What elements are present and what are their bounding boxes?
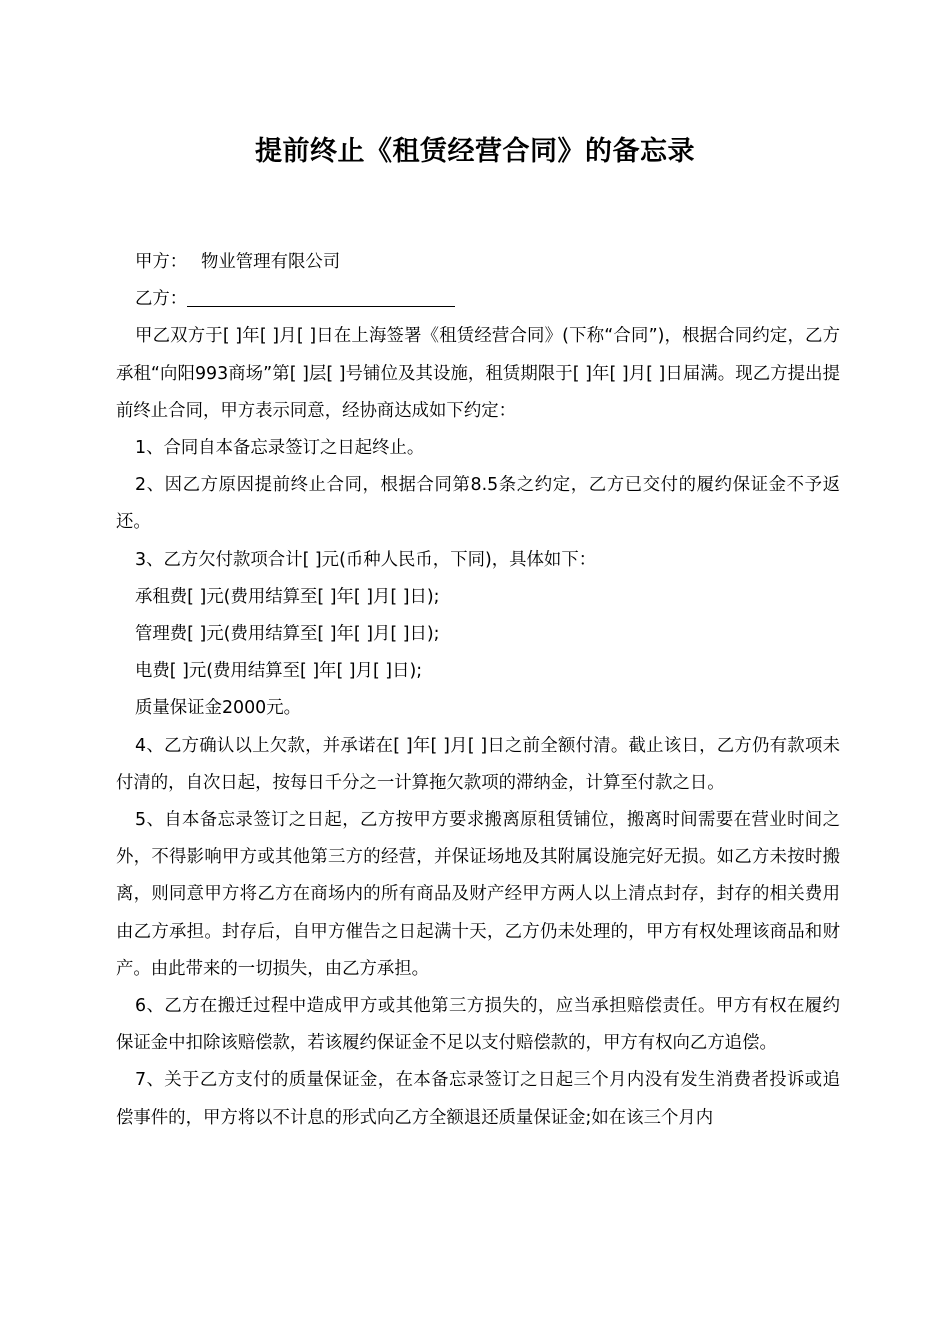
clause-6: 6、乙方在搬迁过程中造成甲方或其他第三方损失的，应当承担赔偿责任。甲方有权在履约保证金中扣除该赔偿款，若该履约保证金不足以支付赔偿款的，甲方有权向乙方追偿。 <box>116 996 840 1054</box>
clause-3-item-management-fee: 管理费[ ]元(费用结算至[ ]年[ ]月[ ]日); <box>135 624 440 645</box>
party-b-row <box>116 281 840 318</box>
clause-3-item-quality-deposit: 质量保证金2000元。 <box>135 698 301 719</box>
clause-7: 7、关于乙方支付的质量保证金，在本备忘录签订之日起三个月内没有发生消费者投诉或追偿事件的，甲方将以不计息的形式向乙方全额退还质量保证金;如在该三个月内 <box>116 1070 840 1128</box>
clause-5: 5、自本备忘录签订之日起，乙方按甲方要求搬离原租赁铺位，搬离时间需要在营业时间之外，不得影响甲方或其他第三方的经营，并保证场地及其附属设施完好无损。如乙方未按时搬离，则同意甲方将乙方在商场内的所有商品及财产经甲方两人以上清点封存，封存的相关费用由乙方承担。封存后，自甲方催告之日起满十天，乙方仍未处理的，甲方有权处理该商品和财产。由此带来的一切损失，由乙方承担。 <box>116 810 840 979</box>
clause-2: 2、因乙方原因提前终止合同，根据合同第8.5条之约定，乙方已交付的履约保证金不予返还。 <box>116 475 840 533</box>
paragraph-preamble: 甲乙双方于[ ]年[ ]月[ ]日在上海签署《租赁经营合同》(下称“合同”)，根据合同约定，乙方承租“向阳993商场”第[ ]层[ ]号铺位及其设施，租赁期限于[ ]年[ ]月[ ]日届满。现乙方提出提前终止合同，甲方表示同意，经协商达成如下约定： <box>116 326 840 421</box>
document-title: 提前终止《租赁经营合同》的备忘录 <box>255 136 695 167</box>
party-a-value: 物业管理有限公司 <box>201 252 341 272</box>
document-body <box>116 244 840 1137</box>
party-a-row <box>116 244 840 281</box>
clause-3: 3、乙方欠付款项合计[ ]元(币种人民币，下同)，具体如下： <box>135 549 597 570</box>
party-a-label: 甲方： <box>135 252 188 272</box>
clause-3-item-electricity: 电费[ ]元(费用结算至[ ]年[ ]月[ ]日); <box>135 661 423 682</box>
clause-4: 4、乙方确认以上欠款，并承诺在[ ]年[ ]月[ ]日之前全额付清。截止该日，乙方仍有款项未付清的，自次日起，按每日千分之一计算拖欠款项的滞纳金，计算至付款之日。 <box>116 735 840 793</box>
clause-1: 1、合同自本备忘录签订之日起终止。 <box>135 438 425 459</box>
party-b-blank-line <box>187 286 455 307</box>
clause-3-item-rent: 承租费[ ]元(费用结算至[ ]年[ ]月[ ]日); <box>135 586 440 607</box>
party-b-label: 乙方： <box>135 289 188 310</box>
